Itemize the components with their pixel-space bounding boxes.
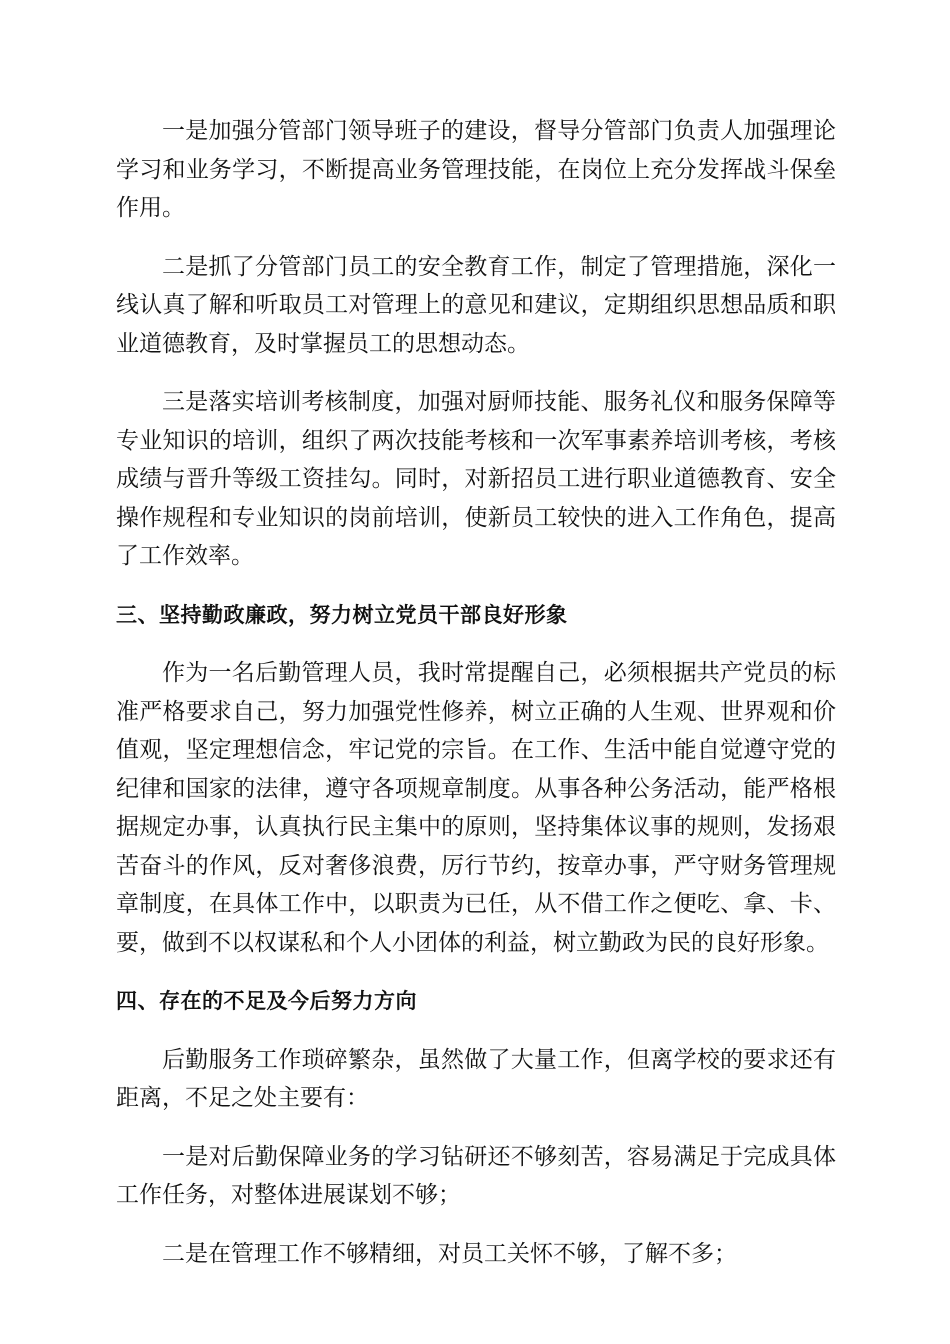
paragraph-leadership: 一是加强分管部门领导班子的建设，督导分管部门负责人加强理论学习和业务学习，不断提高业务管理技能，在岗位上充分发挥战斗保垒作用。 xyxy=(116,118,836,221)
paragraph-shortcoming-2: 二是在管理工作不够精细，对员工关怀不够，了解不多； xyxy=(162,1240,737,1267)
section-heading-shortcomings: 四、存在的不足及今后努力方向 xyxy=(116,989,417,1013)
paragraph-integrity: 作为一名后勤管理人员，我时常提醒自己，必须根据共产党员的标准严格要求自己，努力加强党性修养，树立正确的人生观、世界观和价值观，坚定理想信念，牢记党的宗旨。在工作、生活中能自觉遵守党的纪律和国家的法律，遵守各项规章制度。从事各种公务活动，能严格根据规定办事，认真执行民主集中的原则，坚持集体议事的规则，发扬艰苦奋斗的作风，反对奢侈浪费，厉行节约，按章办事，严守财务管理规章制度，在具体工作中，以职责为已任，从不借工作之便吃、拿、卡、要，做到不以权谋私和个人小团体的利益，树立勤政为民的良好形象。 xyxy=(116,660,836,956)
section-heading-integrity: 三、坚持勤政廉政，努力树立党员干部良好形象 xyxy=(116,602,568,627)
paragraph-training: 三是落实培训考核制度，加强对厨师技能、服务礼仪和服务保障等专业知识的培训，组织了两次技能考核和一次军事素养培训考核，考核成绩与晋升等级工资挂勾。同时，对新招员工进行职业道德教育、安全操作规程和专业知识的岗前培训，使新员工较快的进入工作角色，提高了工作效率。 xyxy=(116,389,836,569)
document-body xyxy=(116,112,836,1293)
paragraph-safety-education: 二是抓了分管部门员工的安全教育工作，制定了管理措施，深化一线认真了解和听取员工对管理上的意见和建议，定期组织思想品质和职业道德教育，及时掌握员工的思想动态。 xyxy=(116,253,836,357)
paragraph-shortcoming-1: 一是对后勤保障业务的学习钻研还不够刻苦，容易满足于完成具体工作任务，对整体进展谋划不够； xyxy=(116,1143,836,1208)
paragraph-shortcomings-intro: 后勤服务工作琐碎繁杂，虽然做了大量工作，但离学校的要求还有距离，不足之处主要有： xyxy=(116,1046,836,1111)
